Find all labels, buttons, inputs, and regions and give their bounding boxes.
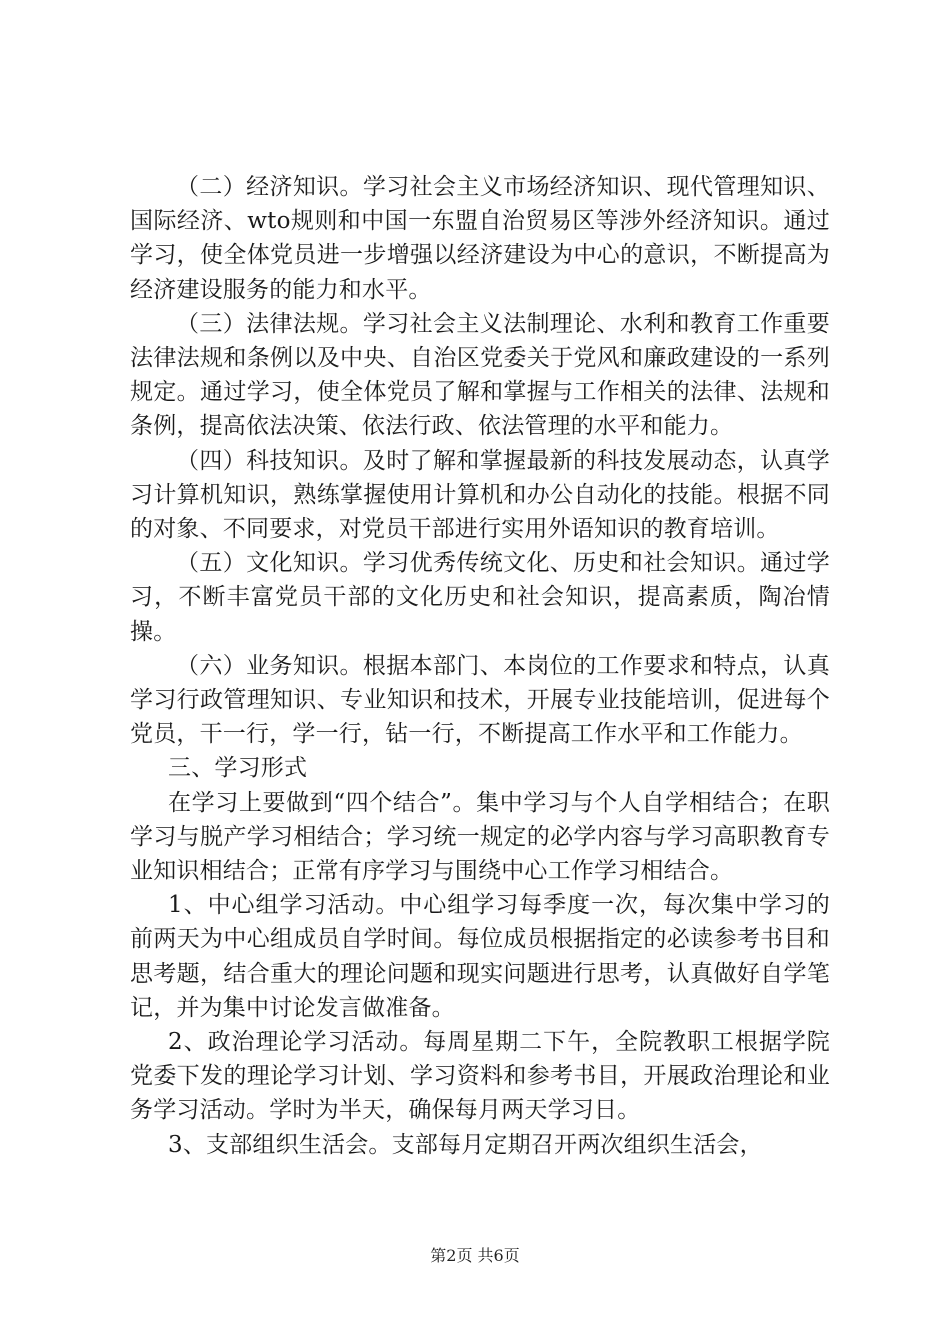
document-body [130, 170, 830, 1162]
paragraph-political-theory-study: 2、政治理论学习活动。每周星期二下午，全院教职工根据学院党委下发的理论学习计划、学习资料和参考书目，开展政治理论和业务学习活动。学时为半天，确保每月两天学习日。 [130, 1029, 830, 1124]
page-number-footer: 第2页 共6页 [430, 1246, 520, 1265]
paragraph-four-combinations: 在学习上要做到“四个结合”。集中学习与个人自学相结合；在职学习与脱产学习相结合；学习统一规定的必学内容与学习高职教育专业知识相结合；正常有序学习与围绕中心工作学习相结合。 [130, 789, 830, 885]
paragraph-tech-knowledge: （四）科技知识。及时了解和掌握最新的科技发展动态，认真学习计算机知识，熟练掌握使用计算机和办公自动化的技能。根据不同的对象、不同要求，对党员干部进行实用外语知识的教育培训。 [130, 447, 830, 543]
paragraph-economic-knowledge: （二）经济知识。学习社会主义市场经济知识、现代管理知识、国际经济、wto规则和中国一东盟自治贸易区等涉外经济知识。通过学习，使全体党员进一步增强以经济建设为中心的意识，不断提高为经济建设服务的能力和水平。 [130, 174, 830, 303]
paragraph-culture-knowledge: （五）文化知识。学习优秀传统文化、历史和社会知识。通过学习，不断丰富党员干部的文化历史和社会知识，提高素质，陶冶情操。 [130, 550, 830, 645]
paragraph-laws-regulations: （三）法律法规。学习社会主义法制理论、水利和教育工作重要法律法规和条例以及中央、自治区党委关于党风和廉政建设的一系列规定。通过学习，使全体党员了解和掌握与工作相关的法律、法规和条例，提高依法决策、依法行政、依法管理的水平和能力。 [130, 310, 830, 440]
paragraph-branch-meeting: 3、支部组织生活会。支部每月定期召开两次组织生活会， [168, 1131, 763, 1158]
paragraph-central-group-study: 1、中心组学习活动。中心组学习每季度一次，每次集中学习的前两天为中心组成员自学时间。每位成员根据指定的必读参考书目和思考题，结合重大的理论问题和现实问题进行思考，认真做好自学笔记，并为集中讨论发言做准备。 [130, 892, 830, 1021]
paragraph-business-knowledge: （六）业务知识。根据本部门、本岗位的工作要求和特点，认真学习行政管理知识、专业知识和技术，开展专业技能培训，促进每个党员，干一行，学一行，钻一行，不断提高工作水平和工作能力。 [130, 652, 830, 748]
section-heading-learning-forms: 三、学习形式 [168, 755, 308, 782]
